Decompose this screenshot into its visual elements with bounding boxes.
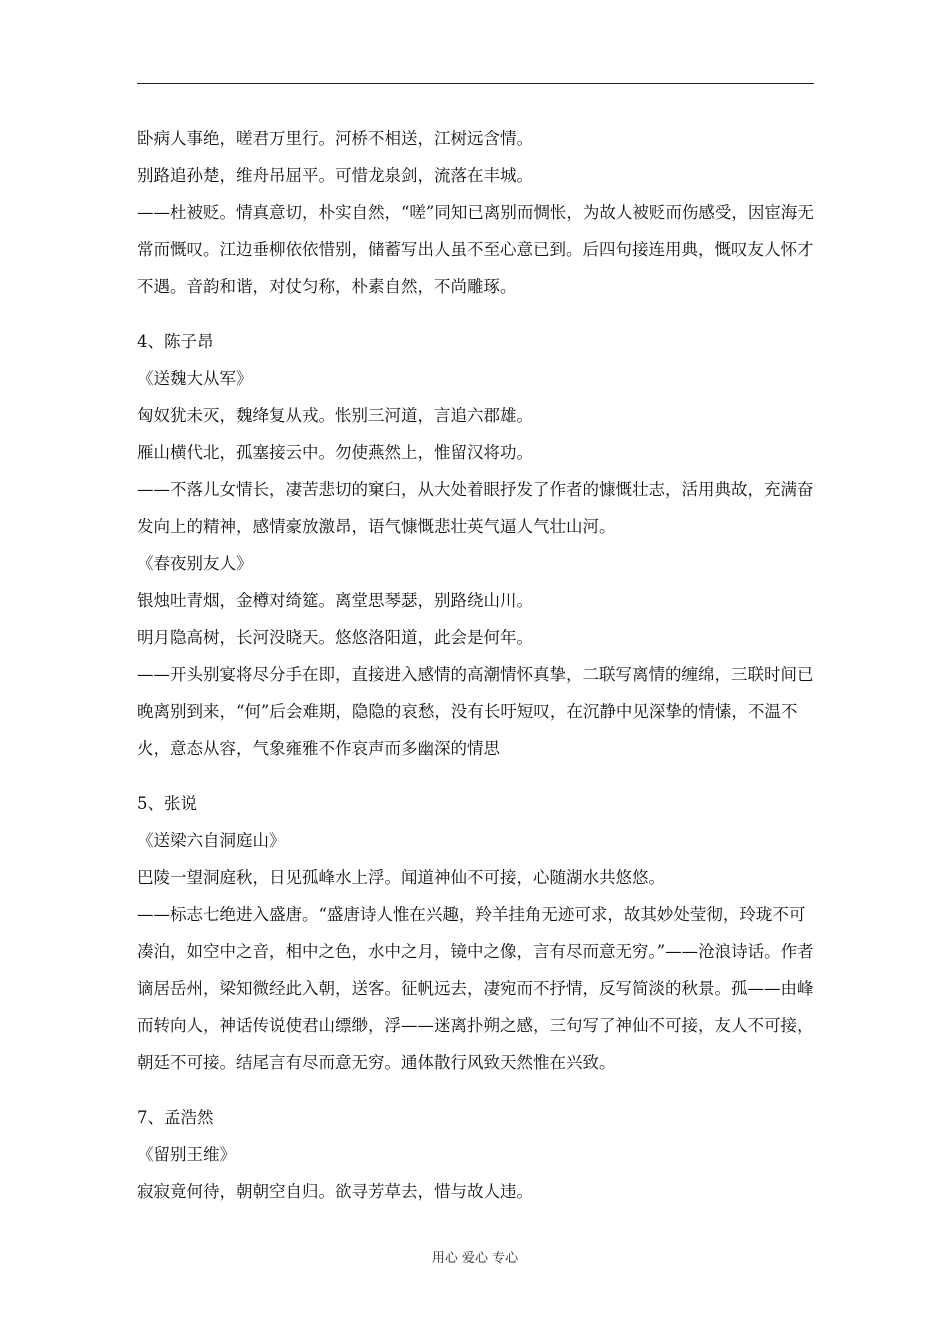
poem-line: 雁山横代北，孤塞接云中。勿使燕然上，惟留汉将功。 bbox=[137, 443, 533, 462]
header-rule bbox=[137, 83, 814, 84]
poem-line: 明月隐高树，长河没晓天。悠悠洛阳道，此会是何年。 bbox=[137, 628, 533, 647]
page-footer: 用心 爱心 专心 bbox=[431, 1251, 519, 1266]
poem-line: 寂寂竟何待，朝朝空自归。欲寻芳草去，惜与故人违。 bbox=[137, 1182, 533, 1201]
poem-line: 别路追孙楚，维舟吊屈平。可惜龙泉剑，流落在丰城。 bbox=[137, 166, 533, 185]
poem-title: 《送魏大从军》 bbox=[137, 369, 253, 388]
commentary: ——开头别宴将尽分手在即，直接进入感情的高潮情怀真挚，二联写离情的缠绵，三联时间已晚离别到来，“何”后会难期，隐隐的哀愁，没有长吁短叹，在沉静中见深挚的情愫，不温不火，意态从容，气象雍雅不作哀声而多幽深的情思 bbox=[137, 665, 814, 758]
commentary: ——标志七绝进入盛唐。“盛唐诗人惟在兴趣，羚羊挂角无迹可求，故其妙处莹彻，玲珑不可凑泊，如空中之音，相中之色，水中之月，镜中之像，言有尽而意无穷。”——沧浪诗话。作者谪居岳州，梁知微经此入朝，送客。征帆远去，凄宛而不抒情，反写简淡的秋景。孤——由峰而转向人，神话传说使君山缥缈，浮——迷离扑朔之感，三句写了神仙不可接，友人不可接，朝廷不可接。结尾言有尽而意无穷。通体散行风致天然惟在兴致。 bbox=[137, 905, 814, 1072]
document-body bbox=[137, 120, 817, 1210]
poem-line: 银烛吐青烟，金樽对绮筵。离堂思琴瑟，别路绕山川。 bbox=[137, 591, 533, 610]
section-heading: 4、陈子昂 bbox=[137, 332, 214, 351]
section-heading: 7、孟浩然 bbox=[137, 1108, 214, 1127]
poem-line: 巴陵一望洞庭秋，日见孤峰水上浮。闻道神仙不可接，心随湖水共悠悠。 bbox=[137, 868, 665, 887]
poem-title: 《留别王维》 bbox=[137, 1145, 236, 1164]
commentary: ——不落儿女情长，凄苦悲切的窠臼，从大处着眼抒发了作者的慷慨壮志，活用典故，充满奋发向上的精神，感情豪放激昂，语气慷慨悲壮英气逼人气壮山河。 bbox=[137, 480, 814, 536]
commentary: ——杜被贬。情真意切，朴实自然，“嗟”同知已离别而惆怅，为故人被贬而伤感受，因宦海无常而慨叹。江边垂柳依依惜别，储蓄写出人虽不至心意已到。后四句接连用典，慨叹友人怀才不遇。音韵和谐，对仗匀称，朴素自然，不尚雕琢。 bbox=[137, 203, 814, 296]
poem-title: 《春夜别友人》 bbox=[137, 554, 253, 573]
section-heading: 5、张说 bbox=[137, 794, 197, 813]
poem-line: 匈奴犹未灭，魏绛复从戎。怅别三河道，言追六郡雄。 bbox=[137, 406, 533, 425]
poem-line: 卧病人事绝，嗟君万里行。河桥不相送，江树远含情。 bbox=[137, 129, 533, 148]
poem-title: 《送梁六自洞庭山》 bbox=[137, 831, 286, 850]
